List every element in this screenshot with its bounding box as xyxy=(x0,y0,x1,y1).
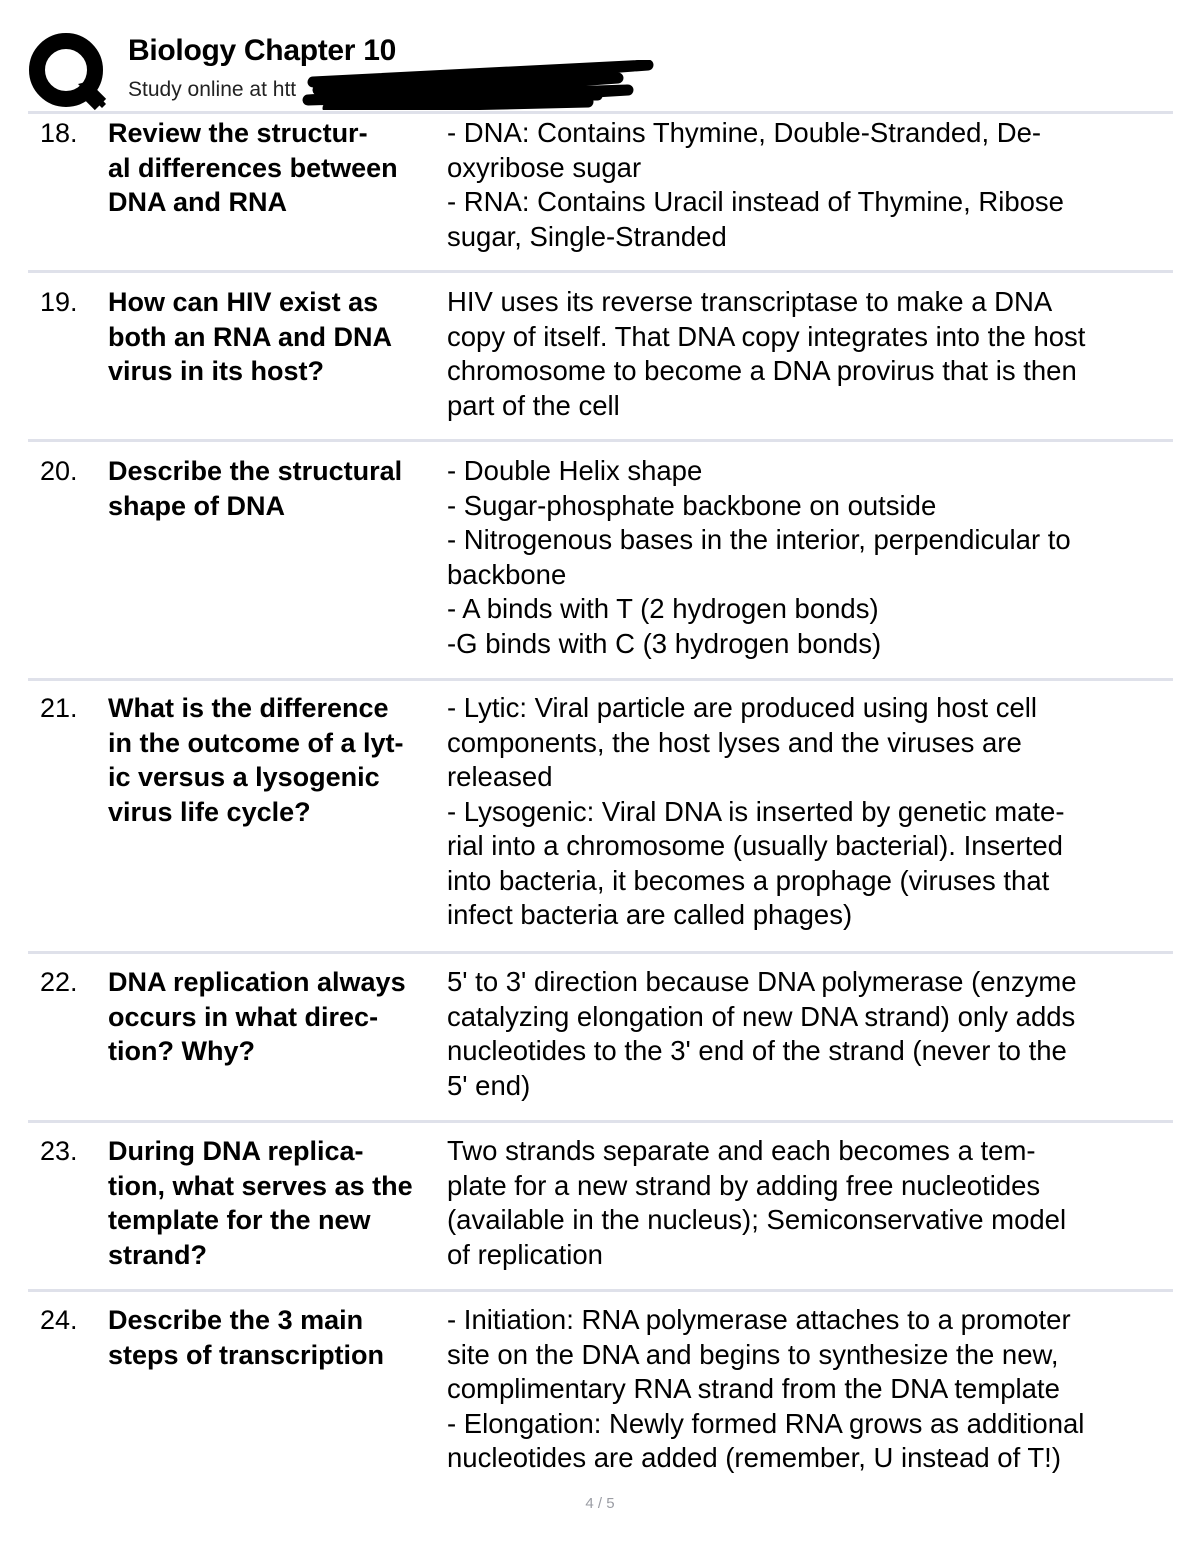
answer-text: HIV uses its reverse transcriptase to make a DNA copy of itself. That DNA copy integrates into the host chromosome to become a DNA provirus that is then part of the cell xyxy=(447,286,1086,421)
document-header xyxy=(28,30,1178,110)
question-number: 21. xyxy=(40,693,78,723)
question-text: DNA replication always occurs in what direc- tion? Why? xyxy=(108,967,406,1066)
question-number: 23. xyxy=(40,1136,78,1166)
question-text: Describe the structural shape of DNA xyxy=(108,456,403,521)
header-divider xyxy=(28,111,1173,114)
question-text: Describe the 3 main steps of transcription xyxy=(108,1305,385,1370)
card-divider xyxy=(28,951,1173,954)
answer-text: 5' to 3' direction because DNA polymerase (enzyme catalyzing elongation of new DNA strand) only adds nucleotides to the 3' end of the strand (never to the 5' end) xyxy=(447,966,1077,1101)
question-number: 24. xyxy=(40,1305,78,1335)
question-number: 22. xyxy=(40,967,78,997)
card-divider xyxy=(28,1289,1173,1292)
document-title: Biology Chapter 10 xyxy=(128,34,396,67)
answer-text: - Initiation: RNA polymerase attaches to a promoter site on the DNA and begins to synthesize the new, complimentary RNA strand from the DNA template - Elongation: Newly formed RNA grows as additional nucleotides are added (remember, U instead of T!) xyxy=(447,1304,1085,1473)
question-number: 18. xyxy=(40,118,78,148)
question-number: 19. xyxy=(40,287,78,317)
card-divider xyxy=(28,439,1173,442)
question-text: During DNA replica- tion, what serves as the template for the new strand? xyxy=(108,1136,413,1270)
question-text: Review the structur- al differences between DNA and RNA xyxy=(108,118,398,217)
page-indicator: 4 / 5 xyxy=(585,1495,615,1512)
scribble-redaction-icon xyxy=(288,60,678,110)
answer-text: Two strands separate and each becomes a tem- plate for a new strand by adding free nucleotides (available in the nucleus); Semiconservative model of replication xyxy=(447,1135,1067,1270)
answer-text: - Lytic: Viral particle are produced using host cell components, the host lyses and the viruses are released - Lysogenic: Viral DNA is inserted by genetic mate- rial into a chromosome (usually bacterial). Inserted into bacteria, it becomes a prophage (viruses that infect bacteria are called phages) xyxy=(447,692,1065,930)
question-number: 20. xyxy=(40,456,78,486)
study-online-text: Study online at htt xyxy=(128,78,297,101)
answer-text: - DNA: Contains Thymine, Double-Stranded, De- oxyribose sugar - RNA: Contains Uracil instead of Thymine, Ribose sugar, Single-Stranded xyxy=(447,117,1064,252)
card-divider xyxy=(28,270,1173,273)
card-divider xyxy=(28,678,1173,681)
quizlet-q-logo-icon xyxy=(28,32,108,112)
card-divider xyxy=(28,1120,1173,1123)
question-text: How can HIV exist as both an RNA and DNA virus in its host? xyxy=(108,287,392,386)
answer-text: - Double Helix shape - Sugar-phosphate backbone on outside - Nitrogenous bases in the interior, perpendicular to backbone - A binds with T (2 hydrogen bonds) -G binds with C (3 hydrogen bonds) xyxy=(447,455,1071,659)
question-text: What is the difference in the outcome of a lyt- ic versus a lysogenic virus life cycle? xyxy=(108,693,404,827)
